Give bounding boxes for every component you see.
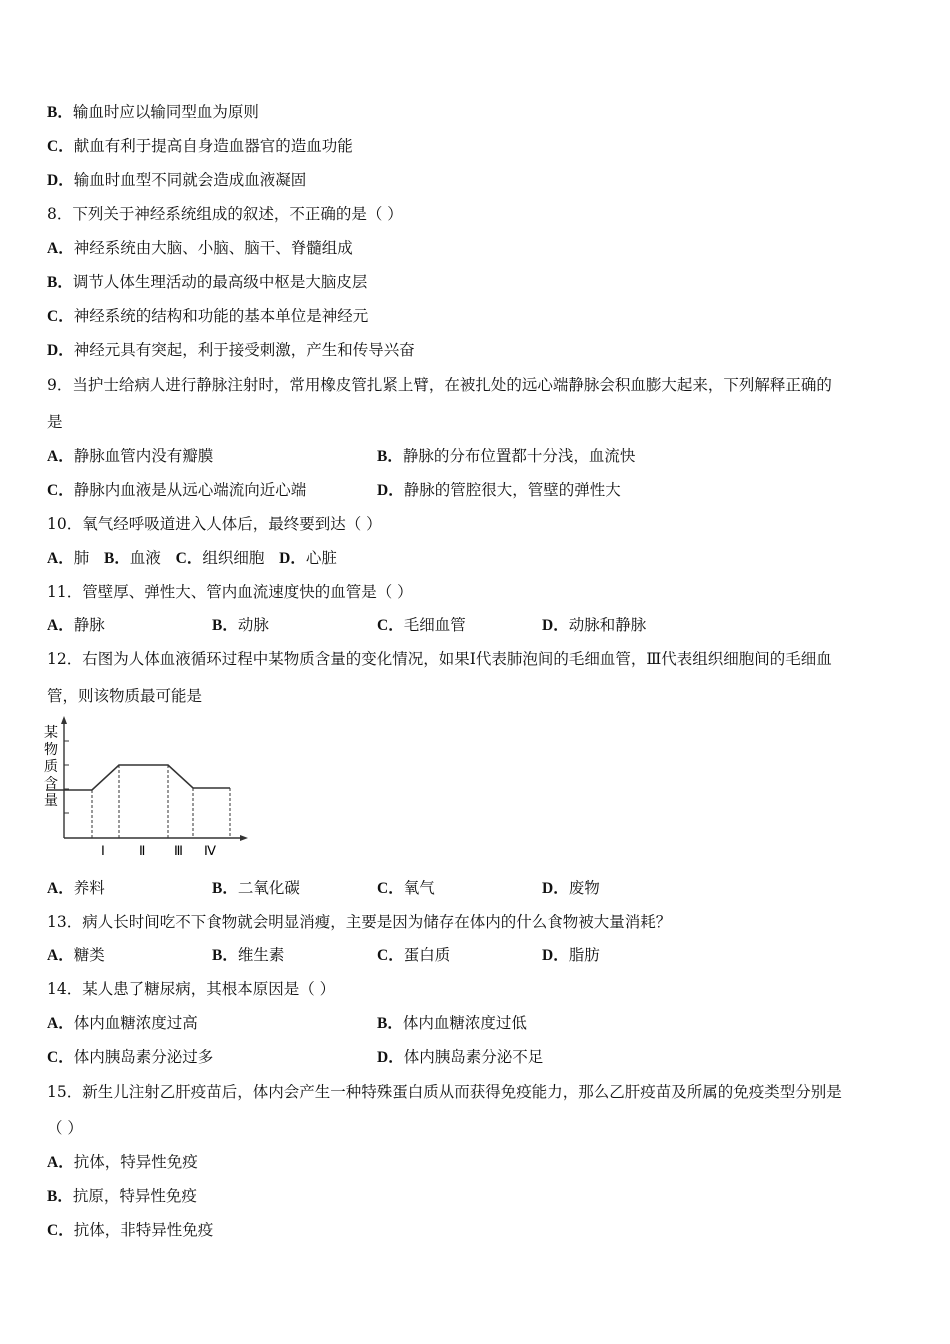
y-label-char: 量 [44,793,58,809]
q12-option-a: A．养料 [47,879,105,897]
q8-option-a: A．神经系统由大脑、小脑、脑干、脊髓组成 [47,239,353,257]
q14-option-d: D．体内胰岛素分泌不足 [377,1048,544,1066]
q11-stem: 11．管壁厚、弹性大、管内血流速度快的血管是（ ） [47,583,413,601]
q12-stem-line1: 12．右图为人体血液循环过程中某物质含量的变化情况，如果Ⅰ代表肺泡间的毛细血管，Ⅲ代表组织细胞间的毛细血 [47,650,832,668]
q9-option-d: D．静脉的管腔很大，管壁的弹性大 [377,481,621,499]
q12-stem-line2: 管，则该物质最可能是 [47,687,203,705]
graph-svg [40,716,260,866]
x-tick-label: Ⅱ [139,843,146,858]
q9-option-b: B．静脉的分布位置都十分浅，血流快 [377,447,636,465]
q8-option-b: B．调节人体生理活动的最高级中枢是大脑皮层 [47,273,368,291]
y-axis-arrow-icon [61,716,67,724]
q14-option-a: A．体内血糖浓度过高 [47,1014,198,1032]
q9-stem-line1: 9．当护士给病人进行静脉注射时，常用橡皮管扎紧上臂，在被扎处的远心端静脉会积血膨大起来，下列解释正确的 [47,376,832,394]
x-axis-arrow-icon [240,835,248,841]
y-label-char: 某 [44,725,58,741]
q15-option-c: C．抗体，非特异性免疫 [47,1221,214,1239]
q10-option-c: C．组织细胞 [175,549,265,567]
q15-option-a: A．抗体，特异性免疫 [47,1153,198,1171]
q13-option-b: B．维生素 [212,946,285,964]
q15-stem-line1: 15．新生儿注射乙肝疫苗后，体内会产生一种特殊蛋白质从而获得免疫能力，那么乙肝疫苗及所属的免疫类型分别是 [47,1083,842,1101]
q12-option-c: C．氧气 [377,879,435,897]
y-label-char: 含 [44,776,58,792]
q7-option-d: D．输血时血型不同就会造成血液凝固 [47,171,307,189]
q11-option-c: C．毛细血管 [377,616,466,634]
q13-option-d: D．脂肪 [542,946,600,964]
q13-option-c: C．蛋白质 [377,946,451,964]
q8-option-c: C．神经系统的结构和功能的基本单位是神经元 [47,307,369,325]
q10-option-d: D．心脏 [279,549,337,567]
q12-option-d: D．废物 [542,879,600,897]
q11-option-d: D．动脉和静脉 [542,616,647,634]
y-label-char: 质 [44,759,58,775]
q13-option-a: A．糖类 [47,946,105,964]
x-tick-label: Ⅰ [101,843,105,858]
q9-option-c: C．静脉内血液是从远心端流向近心端 [47,481,307,499]
q10-option-a: A．肺 [47,549,90,567]
q10-stem: 10．氧气经呼吸道进入人体后，最终要到达（ ） [47,515,382,533]
q14-option-c: C．体内胰岛素分泌过多 [47,1048,214,1066]
q13-stem: 13．病人长时间吃不下食物就会明显消瘦，主要是因为储存在体内的什么食物被大量消耗？ [47,913,672,931]
x-tick-label: Ⅳ [204,843,216,858]
q9-option-a: A．静脉血管内没有瓣膜 [47,447,214,465]
q15-option-b: B．抗原，特异性免疫 [47,1187,197,1205]
substance-content-graph [40,716,260,866]
q12-option-b: B．二氧化碳 [212,879,300,897]
q11-option-b: B．动脉 [212,616,269,634]
q9-stem-line2: 是 [47,413,63,431]
x-tick-label: Ⅲ [174,843,183,858]
q7-option-c: C．献血有利于提高自身造血器官的造血功能 [47,137,353,155]
q8-stem: 8．下列关于神经系统组成的叙述，不正确的是（ ） [47,205,403,223]
content-curve [46,765,230,790]
q10-option-b: B．血液 [104,549,161,567]
q8-option-d: D．神经元具有突起，利于接受刺激，产生和传导兴奋 [47,341,415,359]
q7-option-b: B．输血时应以输同型血为原则 [47,103,259,121]
y-label-char: 物 [44,742,58,758]
q14-option-b: B．体内血糖浓度过低 [377,1014,527,1032]
q10-options [47,548,337,569]
q14-stem: 14．某人患了糖尿病，其根本原因是（ ） [47,980,336,998]
q11-option-a: A．静脉 [47,616,105,634]
q15-stem-line2: （ ） [47,1119,83,1137]
